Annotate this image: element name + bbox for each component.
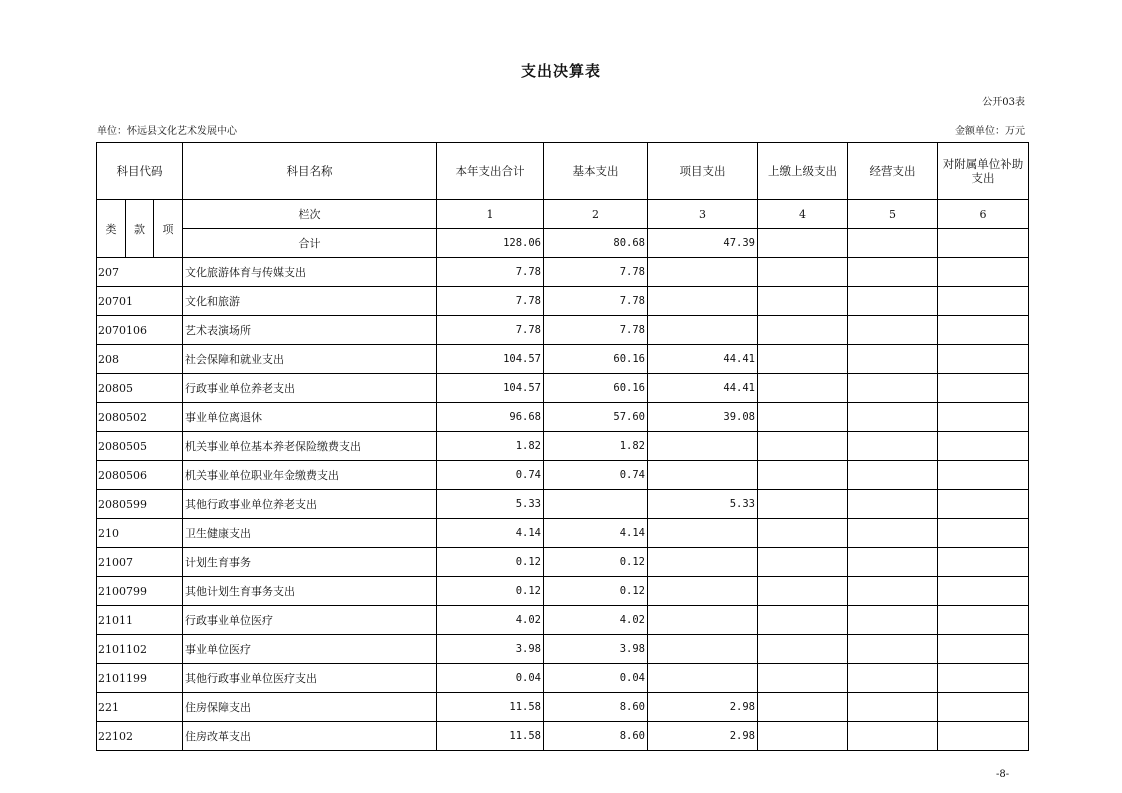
total-value: 80.68 <box>544 229 648 258</box>
table-row <box>97 606 1029 635</box>
amount-cell <box>938 374 1029 403</box>
amount-cell <box>758 606 848 635</box>
amount-cell <box>648 316 758 345</box>
amount-cell <box>758 548 848 577</box>
amount-cell: 60.16 <box>544 374 648 403</box>
total-value <box>938 229 1029 258</box>
amount-cell <box>758 577 848 606</box>
amount-cell <box>758 258 848 287</box>
column-order-row <box>97 200 1029 229</box>
subject-name: 机关事业单位基本养老保险缴费支出 <box>183 432 437 461</box>
amount-cell: 0.04 <box>437 664 544 693</box>
amount-cell: 4.14 <box>544 519 648 548</box>
amount-cell <box>848 635 938 664</box>
total-value: 128.06 <box>437 229 544 258</box>
col-num-5: 5 <box>848 200 938 229</box>
amount-cell <box>848 461 938 490</box>
amount-cell: 0.04 <box>544 664 648 693</box>
subject-code: 2070106 <box>97 316 183 345</box>
amount-cell <box>938 287 1029 316</box>
amount-cell: 11.58 <box>437 693 544 722</box>
table-row <box>97 577 1029 606</box>
amount-cell <box>848 548 938 577</box>
amount-cell: 60.16 <box>544 345 648 374</box>
col-num-4: 4 <box>758 200 848 229</box>
subject-code: 2101102 <box>97 635 183 664</box>
subject-name: 卫生健康支出 <box>183 519 437 548</box>
subject-name: 文化旅游体育与传媒支出 <box>183 258 437 287</box>
table-row <box>97 519 1029 548</box>
amount-cell: 1.82 <box>544 432 648 461</box>
amount-cell <box>938 606 1029 635</box>
amount-cell <box>758 403 848 432</box>
subject-name: 其他行政事业单位养老支出 <box>183 490 437 519</box>
amount-cell: 104.57 <box>437 345 544 374</box>
amount-cell <box>758 722 848 751</box>
subject-name: 其他行政事业单位医疗支出 <box>183 664 437 693</box>
amount-cell <box>758 693 848 722</box>
amount-cell <box>758 316 848 345</box>
amount-cell <box>848 403 938 432</box>
subject-name: 事业单位医疗 <box>183 635 437 664</box>
amount-cell: 0.12 <box>544 577 648 606</box>
amount-cell: 4.14 <box>437 519 544 548</box>
amount-cell: 5.33 <box>648 490 758 519</box>
amount-cell <box>648 519 758 548</box>
amount-cell <box>848 606 938 635</box>
amount-cell <box>938 519 1029 548</box>
amount-cell <box>848 316 938 345</box>
amount-cell <box>648 577 758 606</box>
header-total: 本年支出合计 <box>437 143 544 200</box>
amount-cell: 4.02 <box>437 606 544 635</box>
subject-name: 住房保障支出 <box>183 693 437 722</box>
amount-cell: 39.08 <box>648 403 758 432</box>
table-row <box>97 722 1029 751</box>
amount-cell: 8.60 <box>544 693 648 722</box>
page-number: -8- <box>996 769 1010 780</box>
amount-cell <box>848 693 938 722</box>
subject-name: 其他计划生育事务支出 <box>183 577 437 606</box>
amount-cell <box>758 461 848 490</box>
subject-name: 行政事业单位医疗 <box>183 606 437 635</box>
amount-cell <box>648 432 758 461</box>
subject-code: 21011 <box>97 606 183 635</box>
amount-cell: 3.98 <box>437 635 544 664</box>
amount-cell <box>848 722 938 751</box>
subject-name: 艺术表演场所 <box>183 316 437 345</box>
table-row <box>97 287 1029 316</box>
subject-name: 行政事业单位养老支出 <box>183 374 437 403</box>
amount-cell <box>938 345 1029 374</box>
amount-cell: 44.41 <box>648 374 758 403</box>
amount-cell <box>938 258 1029 287</box>
table-row <box>97 258 1029 287</box>
amount-cell <box>938 722 1029 751</box>
amount-cell <box>848 432 938 461</box>
header-business: 经营支出 <box>848 143 938 200</box>
table-row <box>97 403 1029 432</box>
amount-cell <box>938 461 1029 490</box>
amount-cell: 11.58 <box>437 722 544 751</box>
amount-cell <box>848 490 938 519</box>
header-upper: 上缴上级支出 <box>758 143 848 200</box>
amount-cell: 2.98 <box>648 693 758 722</box>
amount-cell <box>648 548 758 577</box>
total-row <box>97 229 1029 258</box>
amount-cell: 7.78 <box>544 287 648 316</box>
expenditure-table <box>96 142 1029 751</box>
amount-cell: 104.57 <box>437 374 544 403</box>
col-num-6: 6 <box>938 200 1029 229</box>
amount-cell <box>938 490 1029 519</box>
subject-name: 事业单位离退休 <box>183 403 437 432</box>
table-row <box>97 635 1029 664</box>
table-row <box>97 345 1029 374</box>
subject-code: 2080599 <box>97 490 183 519</box>
page-title: 支出决算表 <box>520 62 601 80</box>
amount-cell <box>938 664 1029 693</box>
subject-code: 20701 <box>97 287 183 316</box>
header-xiang: 项 <box>154 200 183 258</box>
table-row <box>97 432 1029 461</box>
subject-code: 20805 <box>97 374 183 403</box>
subject-code: 2080506 <box>97 461 183 490</box>
amount-cell <box>758 664 848 693</box>
amount-cell: 1.82 <box>437 432 544 461</box>
amount-cell: 2.98 <box>648 722 758 751</box>
unit-label: 单位：怀远县文化艺术发展中心 <box>97 126 237 137</box>
amount-cell <box>758 374 848 403</box>
amount-cell <box>848 374 938 403</box>
amount-cell <box>848 258 938 287</box>
amount-cell <box>758 490 848 519</box>
amount-cell <box>648 258 758 287</box>
amount-cell: 44.41 <box>648 345 758 374</box>
subject-name: 机关事业单位职业年金缴费支出 <box>183 461 437 490</box>
amount-cell: 5.33 <box>437 490 544 519</box>
header-code: 科目代码 <box>97 143 183 200</box>
amount-cell <box>648 664 758 693</box>
column-order-label: 栏次 <box>183 200 437 229</box>
amount-cell <box>938 548 1029 577</box>
table-row <box>97 693 1029 722</box>
amount-cell: 7.78 <box>437 258 544 287</box>
header-basic: 基本支出 <box>544 143 648 200</box>
amount-cell <box>938 635 1029 664</box>
header-lei: 类 <box>97 200 126 258</box>
amount-cell <box>938 432 1029 461</box>
form-code: 公开03表 <box>982 97 1025 108</box>
amount-cell <box>848 577 938 606</box>
table-row <box>97 374 1029 403</box>
header-kuan: 款 <box>126 200 154 258</box>
amount-cell <box>938 577 1029 606</box>
amount-cell <box>848 345 938 374</box>
total-value <box>758 229 848 258</box>
amount-cell <box>758 519 848 548</box>
subject-name: 文化和旅游 <box>183 287 437 316</box>
amount-cell <box>648 461 758 490</box>
subject-code: 2101199 <box>97 664 183 693</box>
amount-cell: 7.78 <box>437 287 544 316</box>
amount-cell <box>848 287 938 316</box>
amount-cell <box>848 519 938 548</box>
amount-cell <box>648 635 758 664</box>
amount-cell: 7.78 <box>544 316 648 345</box>
total-label: 合计 <box>183 229 437 258</box>
header-subsidy: 对附属单位补助支出 <box>938 143 1029 200</box>
total-value: 47.39 <box>648 229 758 258</box>
amount-cell <box>544 490 648 519</box>
col-num-1: 1 <box>437 200 544 229</box>
table-row <box>97 548 1029 577</box>
amount-cell <box>758 287 848 316</box>
amount-cell: 7.78 <box>544 258 648 287</box>
header-row <box>97 143 1029 200</box>
subject-code: 2080502 <box>97 403 183 432</box>
table-row <box>97 490 1029 519</box>
total-value <box>848 229 938 258</box>
header-name: 科目名称 <box>183 143 437 200</box>
amount-cell: 96.68 <box>437 403 544 432</box>
col-num-2: 2 <box>544 200 648 229</box>
amount-cell: 57.60 <box>544 403 648 432</box>
subject-name: 住房改革支出 <box>183 722 437 751</box>
subject-name: 计划生育事务 <box>183 548 437 577</box>
amount-cell <box>758 345 848 374</box>
amount-cell <box>938 316 1029 345</box>
amount-cell <box>938 693 1029 722</box>
amount-cell <box>758 635 848 664</box>
amount-cell: 0.12 <box>437 548 544 577</box>
amount-cell: 0.12 <box>437 577 544 606</box>
subject-code: 208 <box>97 345 183 374</box>
table-row <box>97 461 1029 490</box>
subject-code: 2100799 <box>97 577 183 606</box>
amount-cell: 0.74 <box>544 461 648 490</box>
subject-name: 社会保障和就业支出 <box>183 345 437 374</box>
header-project: 项目支出 <box>648 143 758 200</box>
subject-code: 21007 <box>97 548 183 577</box>
amount-cell: 0.12 <box>544 548 648 577</box>
amount-unit-label: 金额单位：万元 <box>955 126 1025 137</box>
table-row <box>97 316 1029 345</box>
amount-cell: 8.60 <box>544 722 648 751</box>
subject-code: 2080505 <box>97 432 183 461</box>
amount-cell <box>648 287 758 316</box>
table-row <box>97 664 1029 693</box>
subject-code: 22102 <box>97 722 183 751</box>
subject-code: 207 <box>97 258 183 287</box>
subject-code: 221 <box>97 693 183 722</box>
col-num-3: 3 <box>648 200 758 229</box>
subject-code: 210 <box>97 519 183 548</box>
amount-cell <box>758 432 848 461</box>
amount-cell: 3.98 <box>544 635 648 664</box>
amount-cell <box>648 606 758 635</box>
amount-cell: 4.02 <box>544 606 648 635</box>
amount-cell <box>938 403 1029 432</box>
amount-cell: 0.74 <box>437 461 544 490</box>
amount-cell: 7.78 <box>437 316 544 345</box>
amount-cell <box>848 664 938 693</box>
